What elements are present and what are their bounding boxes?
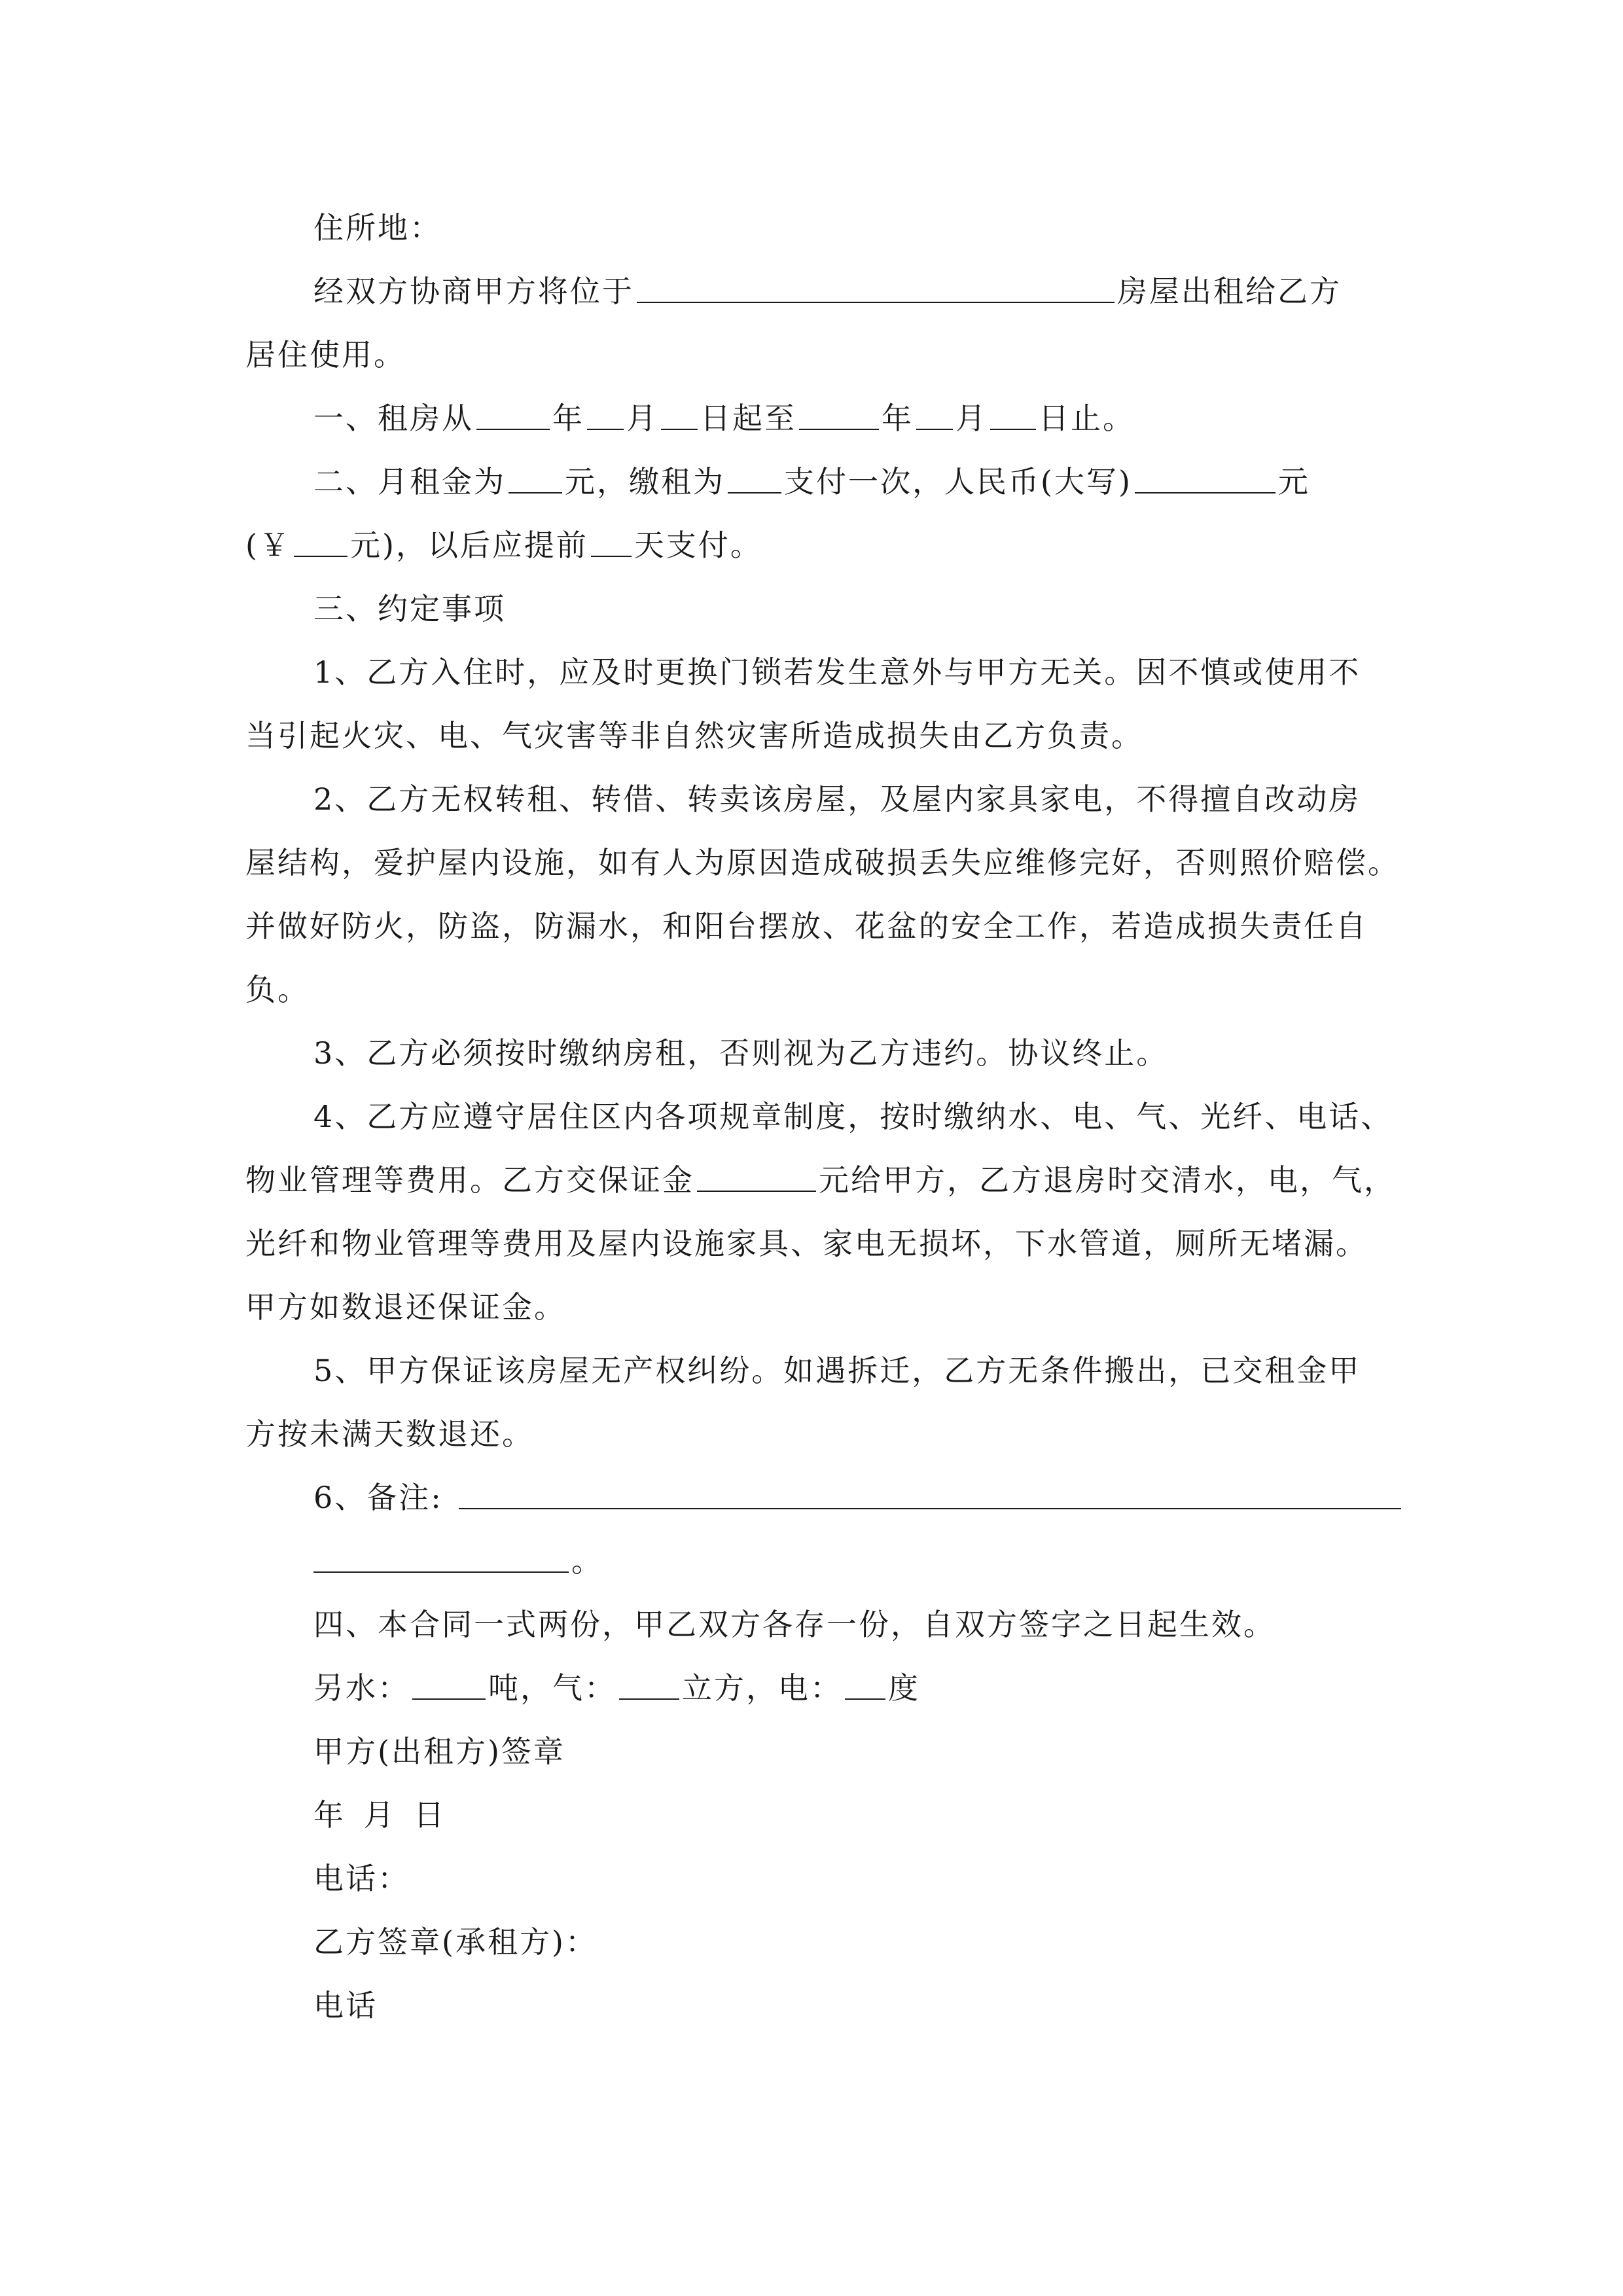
text-segment: 屋结构，爱护屋内设施，如有人为原因造成破损丢失应维修完好，否则照价赔偿。 [245, 845, 1400, 880]
text-segment: 光纤和物业管理等费用及屋内设施家具、家电无损坏，下水管道，厕所无堵漏。 [245, 1226, 1368, 1261]
address-label: 住所地： [313, 210, 442, 245]
end-day-blank[interactable] [990, 403, 1036, 430]
monthly-rent-blank[interactable] [508, 466, 562, 493]
text-segment: 当引起火灾、电、气灾害等非自然灾害所造成损失由乙方负责。 [245, 718, 1143, 753]
text-segment: 负。 [245, 972, 310, 1007]
effective-clause [245, 1593, 1381, 1657]
text-segment: 居住使用。 [245, 337, 406, 372]
water-reading-blank[interactable] [412, 1672, 486, 1700]
signature-date-line [245, 1784, 1381, 1847]
text-segment: 甲方(出租方)签章 [313, 1734, 565, 1769]
text-segment: 年 月 日 [313, 1797, 446, 1833]
paragraph-line [245, 1276, 1381, 1339]
paragraph-line [245, 1149, 1396, 1212]
paragraph-line [245, 1530, 1381, 1593]
text-segment: 立方，电： [682, 1670, 842, 1706]
lessee-signature-line [245, 1910, 1381, 1974]
remarks-continued-blank[interactable] [313, 1545, 569, 1573]
text-segment: 5、甲方保证该房屋无产权纠纷。如遇拆迁，乙方无条件搬出，已交租金甲 [313, 1353, 1361, 1388]
clause-6-remarks [245, 1466, 1381, 1530]
text-segment: 年 [882, 401, 914, 436]
remarks-blank[interactable] [459, 1482, 1401, 1509]
text-segment: 并做好防火，防盗，防漏水，和阳台摆放、花盆的安全工作，若造成损失责任自 [245, 908, 1368, 944]
lessor-signature-line [245, 1720, 1381, 1784]
clause-1 [245, 641, 1381, 704]
gas-reading-blank[interactable] [619, 1672, 679, 1700]
text-segment: 电话： [313, 1861, 410, 1896]
clause-5 [245, 1339, 1381, 1403]
text-segment: (￥ [245, 528, 291, 563]
text-segment: 月 [955, 401, 988, 436]
lease-contract-body [245, 196, 1400, 2037]
text-segment: 另水： [313, 1670, 410, 1706]
text-segment: 。 [571, 1543, 603, 1579]
text-segment: 日止。 [1039, 401, 1135, 436]
text-segment: 月 [626, 401, 658, 436]
section-heading [245, 577, 1381, 641]
remarks-label: 6、备注: [313, 1480, 443, 1515]
start-year-blank[interactable] [476, 403, 550, 430]
text-segment: 吨，气： [488, 1670, 616, 1706]
text-segment: 支付一次，人民币(大写) [784, 464, 1132, 499]
utility-readings-line [245, 1657, 1381, 1720]
text-segment: 4、乙方应遵守居住区内各项规章制度，按时缴纳水、电、气、光纤、电话、 [313, 1099, 1393, 1134]
text-segment: 1、乙方入住时，应及时更换门锁若发生意外与甲方无关。因不慎或使用不 [313, 655, 1361, 690]
text-segment: 经双方协商甲方将位于 [313, 274, 634, 309]
paragraph-line [245, 704, 1381, 768]
electricity-reading-blank[interactable] [845, 1672, 885, 1700]
text-segment: 度 [888, 1670, 920, 1706]
text-segment: 三、约定事项 [313, 591, 506, 626]
start-month-blank[interactable] [587, 403, 624, 430]
paragraph-line [245, 895, 1381, 958]
text-segment: 二、月租金为 [313, 464, 506, 499]
paragraph-line [245, 958, 1381, 1022]
start-day-blank[interactable] [661, 403, 698, 430]
text-segment: 电话 [313, 1988, 378, 2023]
amount-in-figures-blank[interactable] [294, 529, 348, 557]
text-segment: 天支付。 [633, 528, 762, 563]
text-segment: 元 [1277, 464, 1310, 499]
end-month-blank[interactable] [916, 403, 953, 430]
text-segment: 元给甲方，乙方退房时交清水，电，气， [819, 1162, 1396, 1198]
text-segment: 甲方如数退还保证金。 [245, 1289, 566, 1325]
text-segment: 年 [552, 401, 584, 436]
amount-in-words-blank[interactable] [1135, 466, 1275, 493]
text-segment: 乙方签章(承租方)： [313, 1924, 597, 1960]
paragraph-line [245, 514, 1381, 577]
text-segment: 房屋出租给乙方 [1117, 274, 1342, 309]
text-segment: 3、乙方必须按时缴纳房租，否则视为乙方违约。协议终止。 [313, 1035, 1169, 1071]
text-segment: 方按未满天数退还。 [245, 1416, 534, 1452]
address-line [245, 196, 1381, 260]
end-year-blank[interactable] [799, 403, 879, 430]
paragraph-line [245, 1212, 1381, 1276]
property-location-line [245, 260, 1381, 323]
monthly-rent-line [245, 450, 1381, 514]
clause-2 [245, 768, 1381, 831]
text-segment: 日起至 [700, 401, 796, 436]
rental-period-line [245, 387, 1381, 450]
clause-4 [245, 1085, 1393, 1149]
paragraph-line [245, 1403, 1381, 1466]
text-segment: 物业管理等费用。乙方交保证金 [245, 1162, 694, 1198]
text-segment: 一、租房从 [313, 401, 474, 436]
paragraph-line [245, 831, 1400, 895]
text-segment: 元，缴租为 [565, 464, 725, 499]
text-segment: 元)，以后应提前 [349, 528, 588, 563]
text-segment: 四、本合同一式两份，甲乙双方各存一份，自双方签字之日起生效。 [313, 1607, 1275, 1642]
location-blank[interactable] [637, 276, 1115, 303]
clause-3 [245, 1022, 1381, 1085]
paragraph-line [245, 323, 1381, 387]
lessee-phone-line [245, 1974, 1381, 2037]
advance-days-blank[interactable] [591, 529, 632, 557]
text-segment: 2、乙方无权转租、转借、转卖该房屋，及屋内家具家电，不得擅自改动房 [313, 781, 1361, 817]
deposit-blank[interactable] [697, 1164, 816, 1192]
payment-cycle-blank[interactable] [728, 466, 781, 493]
lessor-phone-line [245, 1847, 1381, 1910]
